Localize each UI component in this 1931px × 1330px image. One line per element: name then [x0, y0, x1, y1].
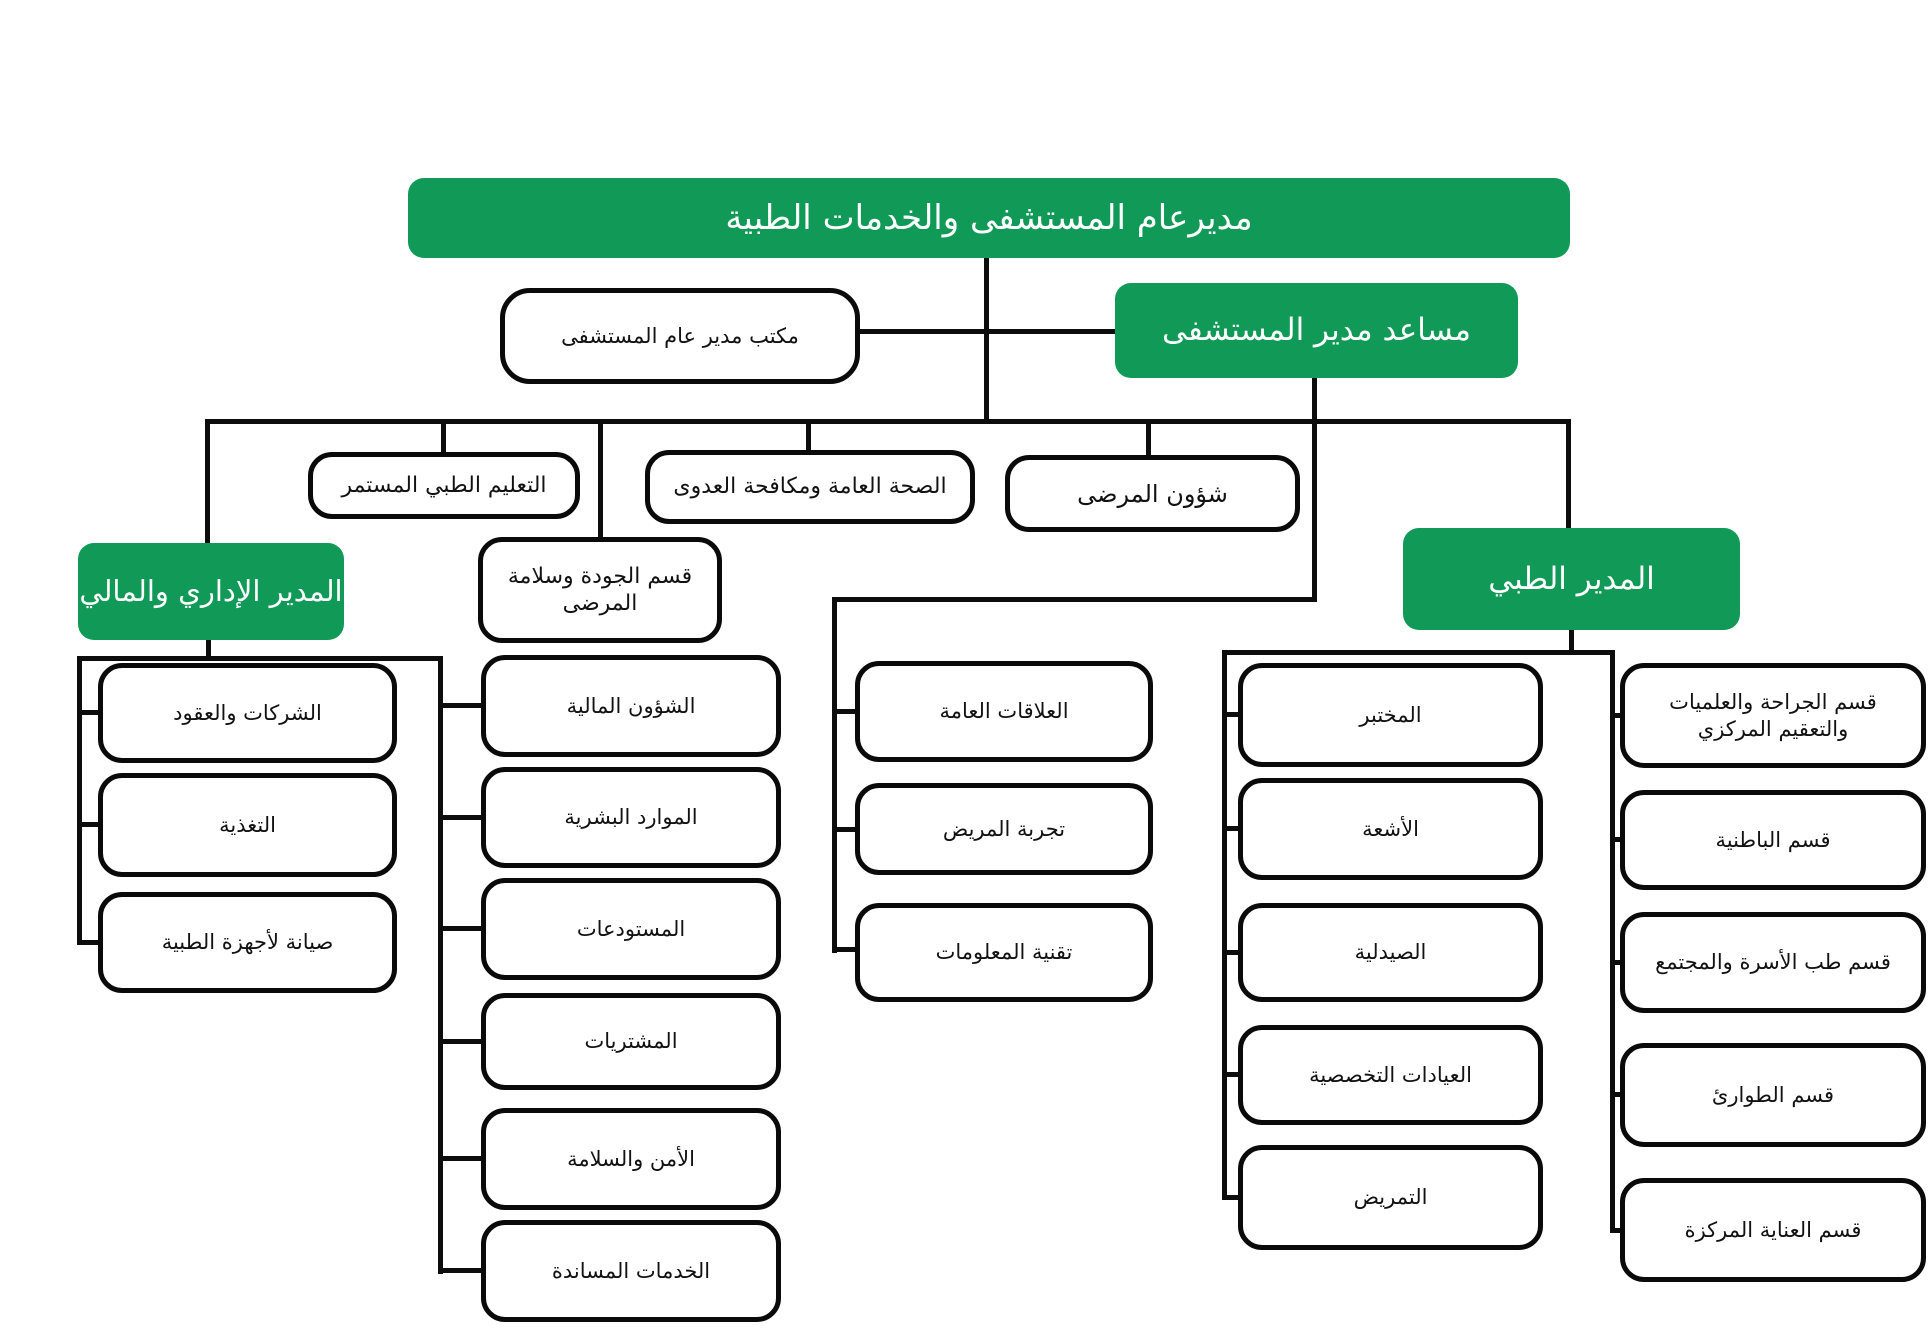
node-warehouses: المستودعات: [481, 878, 781, 980]
connector-colAB-link: [77, 656, 443, 661]
connector-colB-stub-5: [438, 1156, 484, 1161]
node-human-resources: الموارد البشرية: [481, 767, 781, 868]
connector-colB-stub-6: [438, 1268, 484, 1273]
connector-colB-stub-2: [438, 815, 484, 820]
connector-children-rail: [205, 419, 1571, 424]
connector-colC-link: [832, 597, 1317, 602]
node-emergency-department: قسم الطوارئ: [1620, 1043, 1926, 1147]
node-admin-financial-director: المدير الإداري والمالي: [78, 543, 344, 640]
node-intensive-care: قسم العناية المركزة: [1620, 1178, 1926, 1282]
connector-root-down: [984, 256, 989, 424]
node-continuing-medical-education: التعليم الطبي المستمر: [308, 452, 580, 519]
node-nutrition: التغذية: [98, 773, 397, 877]
node-radiology: الأشعة: [1238, 778, 1543, 880]
node-nursing: التمريض: [1238, 1145, 1543, 1250]
node-public-relations: العلاقات العامة: [855, 661, 1153, 762]
connector-colB-rail: [438, 656, 443, 1274]
connector-medical-down: [1569, 630, 1574, 652]
node-companies-contracts: الشركات والعقود: [98, 663, 397, 763]
node-quality-patient-safety: قسم الجودة وسلامة المرضى: [478, 537, 722, 643]
node-specialized-clinics: العيادات التخصصية: [1238, 1025, 1543, 1125]
node-assistant-hospital-manager: مساعد مدير المستشفى: [1115, 283, 1518, 378]
node-purchases: المشتريات: [481, 993, 781, 1090]
connector-colB-stub-3: [438, 926, 484, 931]
connector-drop-admin-director: [205, 419, 210, 543]
connector-drop-medical-director: [1566, 419, 1571, 531]
node-support-services: الخدمات المساندة: [481, 1220, 781, 1322]
connector-drop-patient-affairs: [1146, 419, 1151, 458]
node-patient-experience: تجربة المريض: [855, 783, 1153, 875]
connector-colD-rail: [1222, 650, 1227, 1200]
connector-admin-down: [206, 640, 211, 661]
node-information-technology: تقنية المعلومات: [855, 903, 1153, 1002]
connector-colA-rail: [77, 656, 82, 945]
node-financial-affairs: الشؤون المالية: [481, 655, 781, 757]
connector-drop-public-health: [806, 419, 811, 453]
connector-drop-continuing-education: [441, 419, 446, 455]
node-patient-affairs: شؤون المرضى: [1005, 455, 1300, 532]
node-surgery-operations-sterilization: قسم الجراحة والعلميات والتعقيم المركزي: [1620, 663, 1926, 768]
node-laboratory: المختبر: [1238, 663, 1543, 767]
node-hospital-general-manager: مديرعام المستشفى والخدمات الطبية: [408, 178, 1570, 258]
node-medical-director: المدير الطبي: [1403, 528, 1740, 630]
connector-drop-quality: [598, 419, 603, 540]
node-general-manager-office: مكتب مدير عام المستشفى: [500, 288, 860, 384]
connector-colE-rail: [1610, 650, 1615, 1233]
node-pharmacy: الصيدلية: [1238, 903, 1543, 1002]
connector-assistant-down: [1312, 376, 1317, 602]
connector-colDE-link: [1222, 650, 1614, 655]
connector-colC-rail: [832, 597, 837, 953]
connector-colB-stub-1: [438, 703, 484, 708]
node-medical-equipment-maintenance: صيانة لأجهزة الطبية: [98, 892, 397, 993]
node-family-community-medicine: قسم طب الأسرة والمجتمع: [1620, 912, 1926, 1013]
node-public-health-infection-control: الصحة العامة ومكافحة العدوى: [645, 450, 975, 524]
node-internal-medicine: قسم الباطنية: [1620, 790, 1926, 890]
connector-colB-stub-4: [438, 1039, 484, 1044]
node-security-safety: الأمن والسلامة: [481, 1108, 781, 1210]
